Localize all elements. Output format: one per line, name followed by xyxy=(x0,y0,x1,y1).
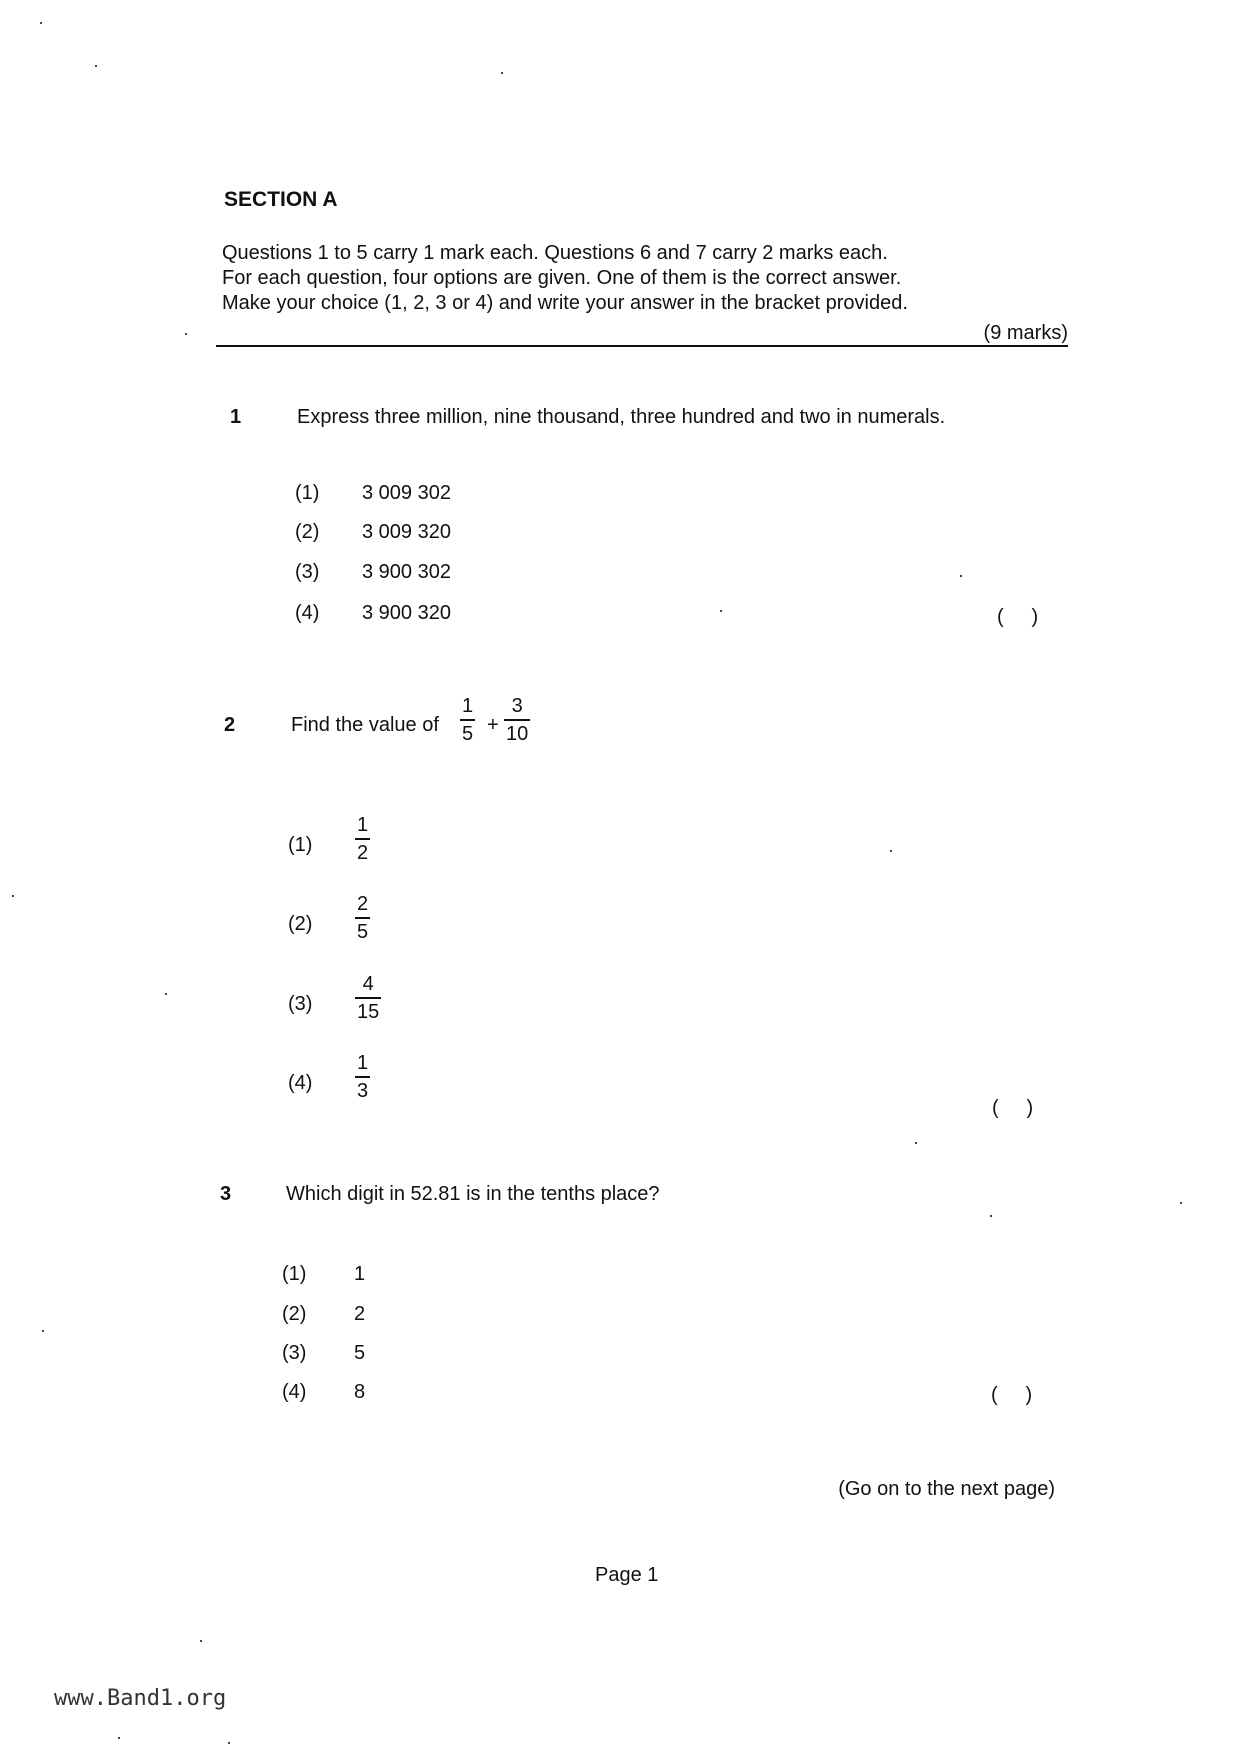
marks-total: (9 marks) xyxy=(983,322,1068,344)
scan-speck xyxy=(990,1215,992,1217)
section-title: SECTION A xyxy=(224,188,338,211)
scan-speck xyxy=(200,1640,202,1642)
option-label: (1) xyxy=(288,834,313,856)
watermark: www.Band1.org xyxy=(54,1686,227,1711)
scan-speck xyxy=(165,993,167,995)
continue-note: (Go on to the next page) xyxy=(838,1478,1055,1500)
denominator: 15 xyxy=(355,997,381,1022)
option-fraction xyxy=(355,1053,370,1101)
denominator: 5 xyxy=(355,917,370,942)
option-value: 3 900 320 xyxy=(362,602,451,624)
instruction-line: Make your choice (1, 2, 3 or 4) and write your answer in the bracket provided. xyxy=(222,292,908,314)
numerator: 2 xyxy=(357,893,369,915)
numerator: 1 xyxy=(462,695,474,717)
option-label: (4) xyxy=(295,602,320,624)
option-value: 2 xyxy=(354,1303,366,1325)
option-value: 8 xyxy=(354,1381,366,1403)
answer-bracket[interactable]: ( ) xyxy=(997,606,1039,628)
fraction-one-fifth xyxy=(460,696,475,744)
scan-speck xyxy=(185,333,187,335)
numerator: 1 xyxy=(357,814,369,836)
option-label: (3) xyxy=(288,993,313,1015)
scan-speck xyxy=(12,895,14,897)
numerator: 4 xyxy=(362,973,374,995)
page-number: Page 1 xyxy=(595,1564,659,1586)
option-fraction xyxy=(355,815,370,863)
question-text: Express three million, nine thousand, three hundred and two in numerals. xyxy=(297,406,946,428)
option-value: 3 900 302 xyxy=(362,561,451,583)
question-number: 3 xyxy=(220,1183,232,1205)
option-label: (4) xyxy=(288,1072,313,1094)
option-value: 3 009 302 xyxy=(362,482,451,504)
option-label: (3) xyxy=(295,561,320,583)
numerator: 3 xyxy=(511,695,523,717)
question-number: 1 xyxy=(230,406,242,428)
option-fraction xyxy=(355,894,370,942)
denominator: 2 xyxy=(355,838,370,863)
fraction-three-tenths xyxy=(504,696,530,744)
denominator: 5 xyxy=(460,719,475,744)
numerator: 1 xyxy=(357,1052,369,1074)
instruction-line: Questions 1 to 5 carry 1 mark each. Questions 6 and 7 carry 2 marks each. xyxy=(222,242,888,264)
scan-speck xyxy=(501,72,503,74)
scan-speck xyxy=(960,575,962,577)
denominator: 3 xyxy=(355,1076,370,1101)
scan-speck xyxy=(1180,1202,1182,1204)
option-label: (2) xyxy=(295,521,320,543)
question-text: Find the value of xyxy=(291,714,439,736)
scan-speck xyxy=(118,1737,120,1739)
option-label: (1) xyxy=(295,482,320,504)
option-value: 3 009 320 xyxy=(362,521,451,543)
question-text: Which digit in 52.81 is in the tenths place? xyxy=(286,1183,660,1205)
instruction-line: For each question, four options are given. One of them is the correct answer. xyxy=(222,267,902,289)
divider-rule xyxy=(216,345,1068,347)
option-value: 5 xyxy=(354,1342,366,1364)
option-value: 1 xyxy=(354,1263,366,1285)
option-fraction xyxy=(355,974,381,1022)
scan-speck xyxy=(42,1330,44,1332)
option-label: (1) xyxy=(282,1263,307,1285)
answer-bracket[interactable]: ( ) xyxy=(991,1384,1033,1406)
denominator: 10 xyxy=(504,719,530,744)
answer-bracket[interactable]: ( ) xyxy=(992,1097,1034,1119)
scan-speck xyxy=(915,1142,917,1144)
option-label: (2) xyxy=(282,1303,307,1325)
option-label: (4) xyxy=(282,1381,307,1403)
option-label: (2) xyxy=(288,913,313,935)
scan-speck xyxy=(890,850,892,852)
option-label: (3) xyxy=(282,1342,307,1364)
scan-speck xyxy=(228,1742,230,1744)
scan-speck xyxy=(95,65,97,67)
question-number: 2 xyxy=(224,714,236,736)
scan-speck xyxy=(40,22,42,24)
scan-speck xyxy=(720,610,722,612)
plus-sign: + xyxy=(487,714,499,736)
